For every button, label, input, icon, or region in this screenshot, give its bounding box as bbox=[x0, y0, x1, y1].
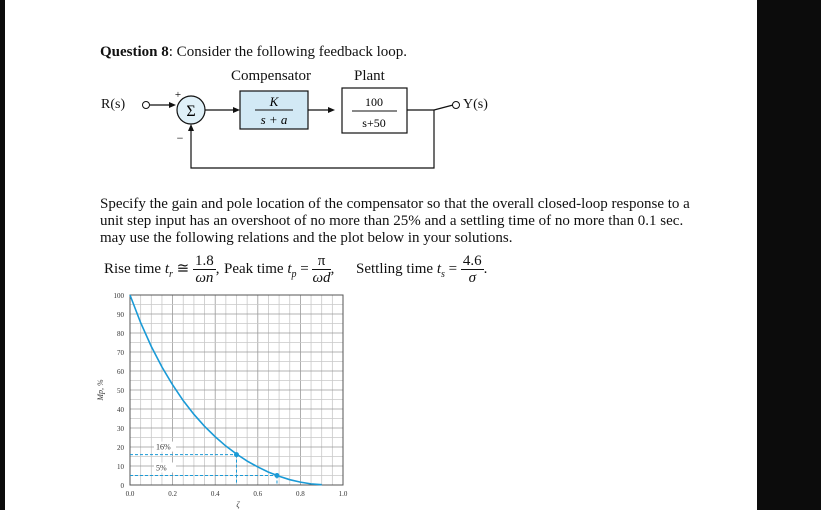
plant-denominator: s+50 bbox=[362, 116, 386, 130]
compensator-numerator: K bbox=[269, 94, 279, 109]
y-tick-label: 0 bbox=[120, 482, 124, 490]
peak-denominator: ωd bbox=[312, 270, 331, 286]
annotation-point bbox=[274, 473, 279, 478]
rise-time-label: Rise time bbox=[104, 260, 162, 277]
x-axis-label: ζ bbox=[236, 500, 240, 509]
peak-time-formula: Peak time $t_p$ = $\frac{\pi}{\omega d}$ , bbox=[224, 253, 335, 286]
y-tick-label: 30 bbox=[117, 425, 124, 433]
minus-sign: − bbox=[176, 131, 184, 145]
question-number: Question 8 bbox=[100, 44, 169, 60]
y-axis-label: Mp, % bbox=[96, 379, 105, 401]
y-tick-label: 80 bbox=[117, 330, 124, 338]
y-tick-label: 20 bbox=[117, 444, 124, 452]
compensator-label: Compensator bbox=[231, 68, 311, 84]
y-tick-label: 50 bbox=[117, 387, 124, 395]
rise-time-formula: Rise time $t_r$ ≅ $\frac{1.8}{\omega n}$ , bbox=[104, 253, 220, 286]
peak-time-label: Peak time bbox=[224, 260, 284, 277]
settling-time-formula: Settling time $t_s$ = $\frac{4.6}{\sigma}$ . bbox=[356, 253, 488, 286]
plant-label: Plant bbox=[354, 68, 385, 84]
x-tick-label: 0.8 bbox=[296, 490, 305, 498]
y-tick-label: 100 bbox=[113, 292, 124, 300]
output-label: Y(s) bbox=[463, 97, 488, 112]
settling-time-label: Settling time bbox=[356, 260, 434, 277]
annotation-point bbox=[234, 452, 239, 457]
peak-numerator: π bbox=[312, 253, 330, 270]
x-tick-label: 0.6 bbox=[253, 490, 263, 498]
question-prompt: : Consider the following feedback loop. bbox=[168, 44, 408, 60]
y-tick-label: 70 bbox=[117, 349, 124, 357]
y-tick-label: 40 bbox=[117, 406, 124, 414]
settling-denominator: σ bbox=[468, 270, 476, 286]
x-tick-label: 0.4 bbox=[210, 490, 220, 498]
compensator-denominator: s + a bbox=[260, 112, 288, 127]
annotation-label: 5% bbox=[156, 463, 167, 473]
problem-statement: Specify the gain and pole location of the compensator so that the overall closed-loop response to a unit step input has an overshoot of no more than 25% and a settling time of no more than 0.1 sec. may use the following relations and the plot below in your solutions. bbox=[100, 196, 690, 246]
rise-denominator: ωn bbox=[195, 270, 214, 286]
rise-numerator: 1.8 bbox=[194, 253, 214, 269]
settling-numerator: 4.6 bbox=[462, 253, 482, 269]
y-tick-label: 90 bbox=[117, 311, 124, 319]
annotation-label: 16% bbox=[156, 442, 171, 452]
plant-numerator: 100 bbox=[365, 95, 383, 109]
y-tick-label: 10 bbox=[117, 463, 124, 471]
sum-symbol: Σ bbox=[186, 103, 196, 120]
plus-sign: + bbox=[174, 89, 182, 101]
x-tick-label: 1.0 bbox=[338, 490, 348, 498]
x-tick-label: 0.2 bbox=[168, 490, 177, 498]
x-tick-label: 0.0 bbox=[125, 490, 135, 498]
input-label: R(s) bbox=[101, 97, 126, 112]
y-tick-label: 60 bbox=[117, 368, 124, 376]
